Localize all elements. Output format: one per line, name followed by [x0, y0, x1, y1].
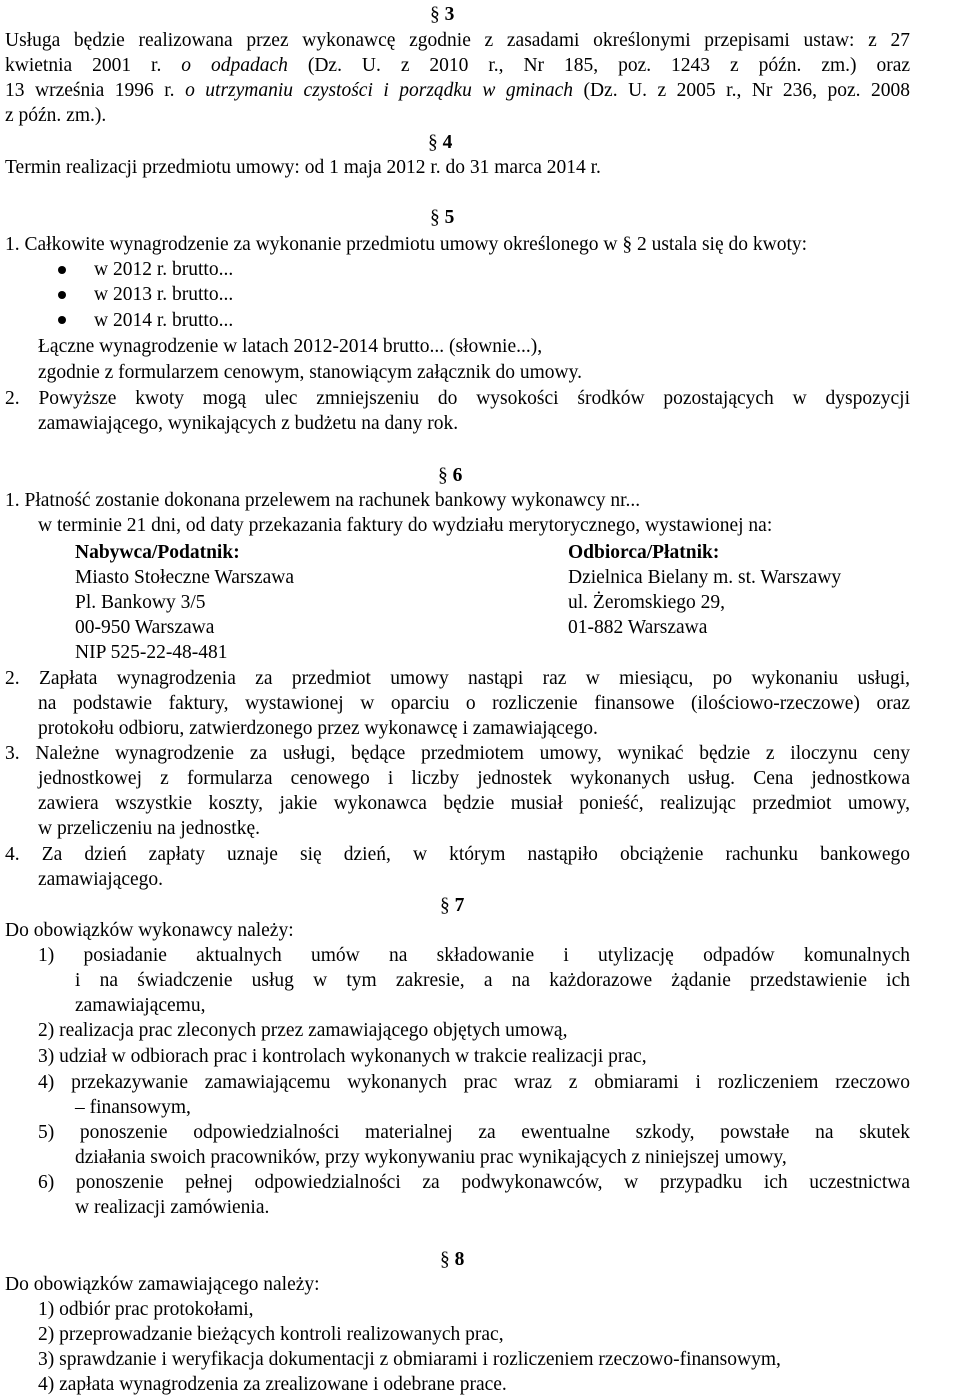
paragraph-sign: §: [430, 4, 440, 25]
obligation-4: 4) zapłata wynagrodzenia za zrealizowane i odebrane prace.: [38, 1374, 507, 1395]
section-6-item-1-line-1: 1. Płatność zostanie dokonana przelewem na rachunek bankowy wykonawcy nr...: [5, 490, 641, 511]
duty-5-line-1: 5) ponoszenie odpowiedzialności materialnej za ewentualne szkody, powstałe na skutek: [38, 1122, 910, 1143]
form-note: zgodnie z formularzem cenowym, stanowiącym załącznik do umowy.: [38, 362, 583, 383]
section-6-item-1-line-2: w terminie 21 dni, od daty przekazania faktury do wydziału merytorycznego, wystawionej na:: [38, 515, 773, 536]
buyer-name: Miasto Stołeczne Warszawa: [75, 567, 294, 588]
obligation-3: 3) sprawdzanie i weryfikacja dokumentacji z obmiarami i rozliczeniem rzeczowo-finansowym,: [38, 1349, 781, 1370]
section-8-heading: [440, 1247, 464, 1272]
text-run: 13 września 1996 r.: [5, 80, 175, 101]
paragraph-sign: §: [440, 1249, 450, 1270]
duty-3: 3) udział w odbiorach prac i kontrolach wykonanych w trakcie realizacji prac,: [38, 1046, 647, 1067]
buyer-address: Pl. Bankowy 3/5: [75, 592, 206, 613]
bullet-item: w 2014 r. brutto...: [94, 310, 234, 331]
section-5-heading: [430, 205, 454, 230]
section-6-item-3-line-2: jednostkowej z formularza cenowego i liczby jednostek wykonanych usług. Cena jednostkowa: [38, 768, 910, 789]
section-6-heading: [438, 463, 462, 488]
receiver-address: ul. Żeromskiego 29,: [568, 592, 726, 613]
section-number: 6: [452, 465, 463, 486]
duty-5-line-2: działania swoich pracowników, przy wykonywaniu prac wynikających z niniejszej umowy,: [75, 1147, 787, 1168]
buyer-title: Nabywca/Podatnik:: [75, 542, 240, 563]
paragraph-sign: §: [428, 132, 438, 153]
section-3-line-2: [5, 53, 910, 78]
total-remuneration: Łączne wynagrodzenie w latach 2012-2014 brutto... (słownie...),: [38, 336, 543, 357]
section-number: 8: [454, 1249, 465, 1270]
obligation-1: 1) odbiór prac protokołami,: [38, 1299, 254, 1320]
section-6-item-3-line-1: 3. Należne wynagrodzenie za usługi, będące przedmiotem umowy, wynikać będzie z iloczynu ceny: [5, 743, 910, 764]
section-6-item-4-line-1: 4. Za dzień zapłaty uznaje się dzień, w którym nastąpiło obciążenie rachunku bankowego: [5, 844, 910, 865]
paragraph-sign: §: [440, 895, 450, 916]
section-5-item-1: 1. Całkowite wynagrodzenie za wykonanie przedmiotu umowy określonego w § 2 ustala się do kwoty:: [5, 234, 808, 255]
duty-1-line-1: 1) posiadanie aktualnych umów na składowanie i utylizację odpadów komunalnych: [38, 945, 910, 966]
section-6-item-3-line-3: zawiera wszystkie koszty, jakie wykonawca będzie musiał ponieść, realizując przedmiot umowy,: [38, 793, 910, 814]
section-number: 3: [444, 4, 455, 25]
section-number: 7: [454, 895, 465, 916]
receiver-title: Odbiorca/Płatnik:: [568, 542, 720, 563]
text-run: (Dz. U. z 2005 r., Nr 236, poz. 2008: [583, 80, 911, 101]
act-title: o utrzymaniu czystości i porządku w gminach: [185, 80, 573, 101]
section-4-text: Termin realizacji przedmiotu umowy: od 1 maja 2012 r. do 31 marca 2014 r.: [5, 157, 601, 178]
duty-4-line-2: – finansowym,: [75, 1097, 191, 1118]
section-6-item-3-line-4: w przeliczeniu na jednostkę.: [38, 818, 260, 839]
section-6-item-2-line-2: na podstawie faktury, wystawionej w oparciu o rozliczenie finansowe (ilościowo-rzeczowe) oraz: [38, 693, 910, 714]
paragraph-sign: §: [438, 465, 448, 486]
duty-6-line-1: 6) ponoszenie pełnej odpowiedzialności za podwykonawców, w przypadku ich uczestnictwa: [38, 1172, 910, 1193]
section-number: 5: [444, 207, 455, 228]
section-6-item-2-line-1: 2. Zapłata wynagrodzenia za przedmiot umowy nastąpi raz w miesiącu, po wykonaniu usługi,: [5, 668, 910, 689]
section-7-intro: Do obowiązków wykonawcy należy:: [5, 920, 294, 941]
section-3-line-3: [5, 78, 910, 103]
section-5-item-2-line-2: zamawiającego, wynikających z budżetu na dany rok.: [38, 413, 459, 434]
section-7-heading: [440, 893, 464, 918]
buyer-city: 00-950 Warszawa: [75, 617, 215, 638]
section-5-item-2-line-1: 2. Powyższe kwoty mogą ulec zmniejszeniu do wysokości środków pozostających w dyspozycji: [5, 388, 910, 409]
obligation-2: 2) przeprowadzanie bieżących kontroli realizowanych prac,: [38, 1324, 504, 1345]
bullet-item: w 2012 r. brutto...: [94, 259, 234, 280]
text-run: (Dz. U. z 2010 r., Nr 185, poz. 1243 z późn. zm.) oraz: [307, 55, 911, 76]
act-title: o odpadach: [181, 55, 288, 76]
text-run: kwietnia 2001 r.: [5, 55, 162, 76]
duty-6-line-2: w realizacji zamówienia.: [75, 1197, 270, 1218]
receiver-name: Dzielnica Bielany m. st. Warszawy: [568, 567, 842, 588]
duty-1-line-2: i na świadczenie usług w tym zakresie, a na każdorazowe żądanie przedstawienie ich: [75, 970, 910, 991]
bullet-icon: [58, 291, 66, 299]
duty-2: 2) realizacja prac zleconych przez zamawiającego objętych umową,: [38, 1020, 568, 1041]
section-3-line-4: z późn. zm.).: [5, 105, 107, 126]
section-3-line-1: Usługa będzie realizowana przez wykonawcę zgodnie z zasadami określonymi przepisami ustaw: z 27: [5, 30, 910, 51]
duty-1-line-3: zamawiającemu,: [75, 995, 206, 1016]
receiver-city: 01-882 Warszawa: [568, 617, 708, 638]
bullet-item: w 2013 r. brutto...: [94, 284, 234, 305]
section-6-item-2-line-3: protokołu odbioru, zatwierdzonego przez wykonawcę i zamawiającego.: [38, 718, 598, 739]
bullet-icon: [58, 316, 66, 324]
bullet-icon: [58, 266, 66, 274]
paragraph-sign: §: [430, 207, 440, 228]
section-6-item-4-line-2: zamawiającego.: [38, 869, 164, 890]
duty-4-line-1: 4) przekazywanie zamawiającemu wykonanych prac wraz z obmiarami i rozliczeniem rzeczowo: [38, 1072, 910, 1093]
section-number: 4: [442, 132, 453, 153]
buyer-nip: NIP 525-22-48-481: [75, 642, 228, 663]
section-4-heading: [428, 130, 452, 155]
section-8-intro: Do obowiązków zamawiającego należy:: [5, 1274, 320, 1295]
section-3-heading: [430, 2, 454, 27]
